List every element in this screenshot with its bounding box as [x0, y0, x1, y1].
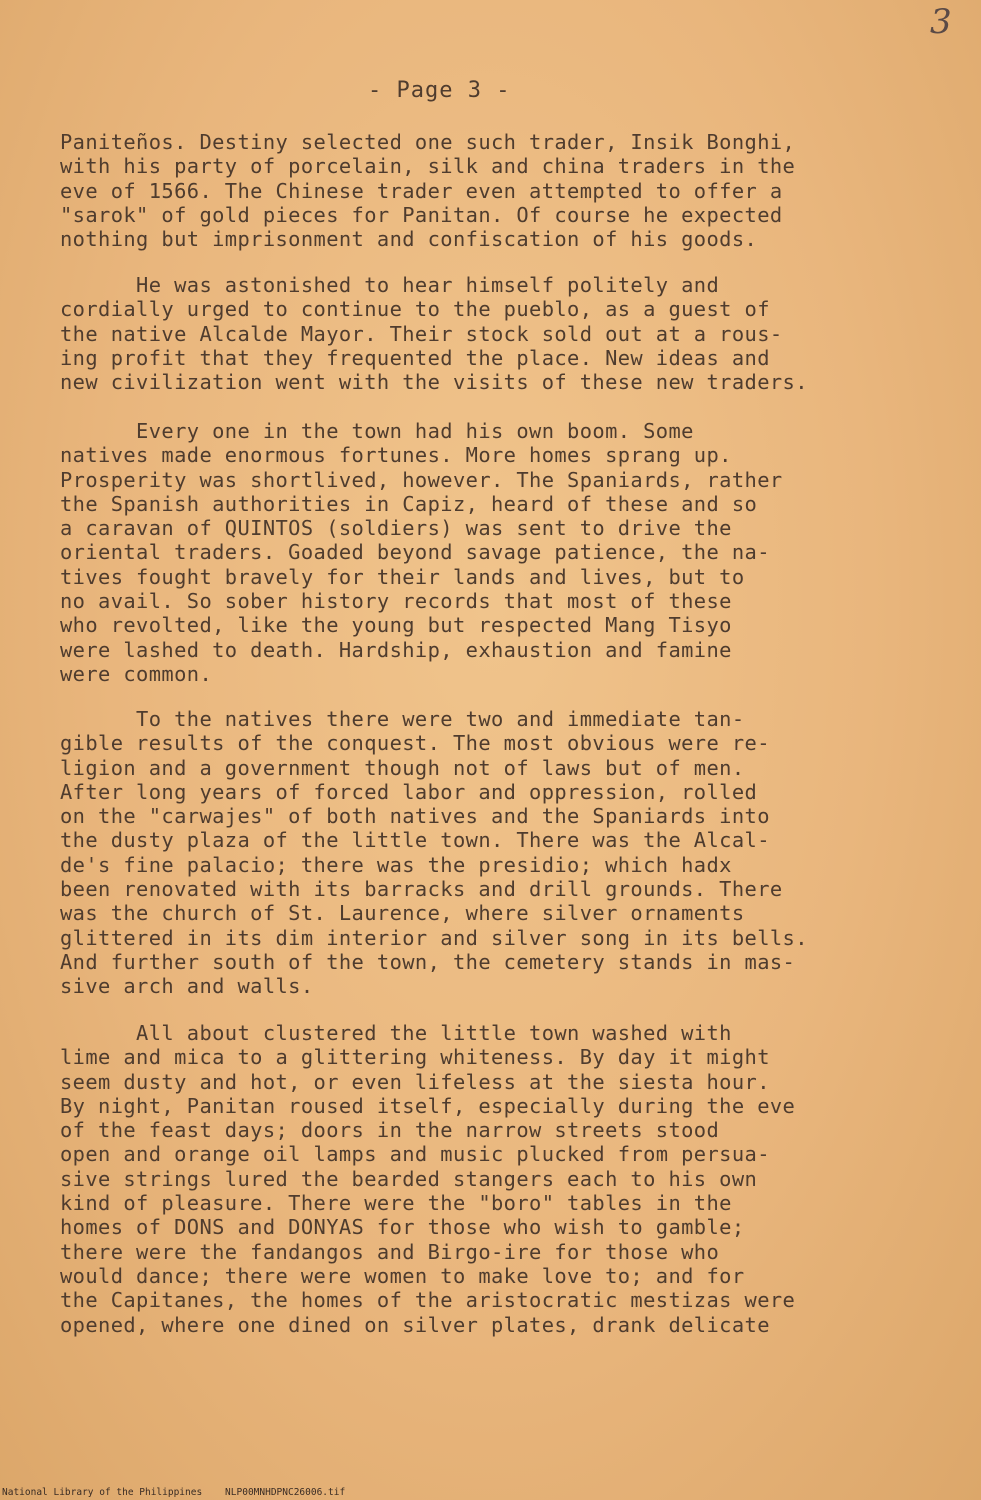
- text-line: oriental traders. Goaded beyond savage patience, the na-: [60, 540, 770, 565]
- text-line: By night, Panitan roused itself, especially during the eve: [60, 1093, 796, 1118]
- text-line: ing profit that they frequented the place. New ideas and: [60, 345, 770, 370]
- text-line: open and orange oil lamps and music plucked from persua-: [60, 1142, 770, 1167]
- text-line: To the natives there were two and immediate tan-: [60, 707, 745, 731]
- text-line: nothing but imprisonment and confiscation of his goods.: [60, 227, 758, 252]
- text-line: tives fought bravely for their lands and lives, but to: [60, 564, 745, 589]
- text-line: Prosperity was shortlived, however. The Spaniards, rather: [60, 467, 783, 492]
- text-line: sive arch and walls.: [60, 974, 314, 999]
- text-line: kind of pleasure. There were the "boro" tables in the: [60, 1191, 732, 1216]
- text-line: natives made enormous fortunes. More homes sprang up.: [60, 443, 732, 468]
- text-line: ligion and a government though not of laws but of men.: [60, 755, 745, 780]
- text-line: gible results of the conquest. The most obvious were re-: [60, 731, 770, 756]
- text-line: eve of 1566. The Chinese trader even attempted to offer a: [60, 178, 783, 203]
- paragraph: [60, 707, 930, 999]
- text-line: Every one in the town had his own boom. Some: [60, 419, 694, 443]
- text-line: cordially urged to continue to the pueblo, as a guest of: [60, 297, 770, 322]
- text-line: no avail. So sober history records that most of these: [60, 589, 732, 614]
- text-line: were common.: [60, 661, 213, 686]
- text-line: "sarok" of gold pieces for Panitan. Of course he expected: [60, 202, 783, 227]
- text-line: on the "carwajes" of both natives and the Spaniards into: [60, 804, 770, 829]
- text-line: homes of DONS and DONYAS for those who wish to gamble;: [60, 1215, 745, 1240]
- text-line: would dance; there were women to make love to; and for: [60, 1263, 745, 1288]
- text-line: there were the fandangos and Birgo-ire for those who: [60, 1239, 720, 1264]
- text-line: All about clustered the little town washed with: [60, 1021, 732, 1045]
- text-line: After long years of forced labor and oppression, rolled: [60, 779, 758, 804]
- text-line: who revolted, like the young but respected Mang Tisyo: [60, 613, 732, 638]
- text-line: the native Alcalde Mayor. Their stock sold out at a rous-: [60, 321, 783, 346]
- text-line: And further south of the town, the cemetery stands in mas-: [60, 949, 796, 974]
- text-line: lime and mica to a glittering whiteness. By day it might: [60, 1045, 770, 1070]
- text-line: was the church of St. Laurence, where silver ornaments: [60, 901, 745, 926]
- text-line: the dusty plaza of the little town. There was the Alcal-: [60, 828, 770, 853]
- paragraph: [60, 1021, 930, 1337]
- page-header: - Page 3 -: [368, 78, 511, 103]
- text-line: of the feast days; doors in the narrow streets stood: [60, 1118, 720, 1143]
- text-line: new civilization went with the visits of these new traders.: [60, 370, 808, 395]
- text-line: the Spanish authorities in Capiz, heard of these and so: [60, 491, 758, 516]
- text-line: de's fine palacio; there was the presidio; which hadx: [60, 852, 732, 877]
- text-line: glittered in its dim interior and silver song in its bells.: [60, 925, 808, 950]
- text-line: been renovated with its barracks and drill grounds. There: [60, 877, 783, 902]
- text-line: He was astonished to hear himself politely and: [60, 273, 720, 297]
- paragraph: [60, 419, 930, 686]
- text-line: a caravan of QUINTOS (soldiers) was sent to drive the: [60, 516, 732, 541]
- text-line: opened, where one dined on silver plates, drank delicate: [60, 1312, 770, 1337]
- paragraph: [60, 130, 930, 251]
- text-line: seem dusty and hot, or even lifeless at the siesta hour.: [60, 1069, 770, 1094]
- text-line: were lashed to death. Hardship, exhaustion and famine: [60, 637, 732, 662]
- text-line: Paniteños. Destiny selected one such trader, Insik Bonghi,: [60, 130, 796, 154]
- text-line: with his party of porcelain, silk and china traders in the: [60, 154, 796, 179]
- archive-footer: National Library of the Philippines NLP00MNHDPNC26006.tif: [2, 1487, 346, 1498]
- text-line: the Capitanes, the homes of the aristocratic mestizas were: [60, 1288, 796, 1313]
- handwritten-page-number: 3: [930, 2, 952, 42]
- paragraph: [60, 273, 930, 394]
- text-line: sive strings lured the bearded stangers each to his own: [60, 1166, 758, 1191]
